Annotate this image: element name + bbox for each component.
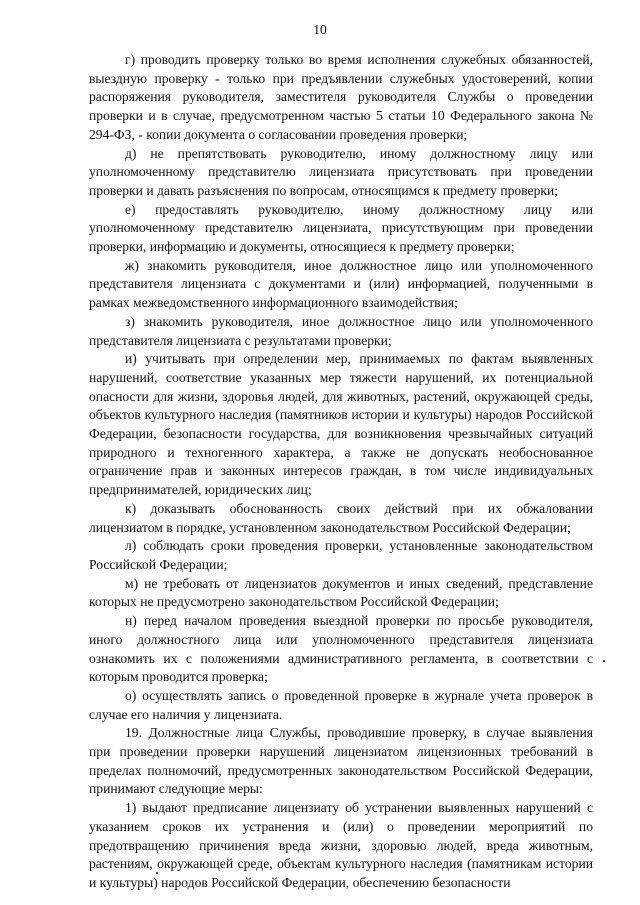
paragraph-item-d: д) не препятствовать руководителю, иному должностному лицу или уполномоченному представителю лицензиата присутствовать при проведении проверки и давать разъяснения по вопросам, относящимся к предмету проверки; <box>89 145 593 198</box>
paragraph-item-k: к) доказывать обоснованность своих действий при их обжаловании лицензиатом в порядке, установленном законодательством Российской Федерации; <box>89 500 593 535</box>
paragraph-item-z: з) знакомить руководителя, иное должностное лицо или уполномоченного представителя лицензиата с результатами проверки; <box>89 313 593 348</box>
paragraph-item-n: н) перед началом проведения выездной проверки по просьбе руководителя, иного должностного лица или уполномоченного представителя лицензиата ознакомить их с положениями административного регламента, в соответствии с которым проводится проверка; <box>89 613 593 685</box>
scan-mark <box>603 660 605 662</box>
paragraph-measure-1: 1) выдают предписание лицензиату об устранении выявленных нарушений с указанием сроков их устранения и (или) о проведении мероприятий по предотвращению причинения вреда жизни, здоровью людей, вреда животным, растениям, окружающей среде, объектам культурного наследия (памятникам истории и культуры) народов Российской Федерации, обеспечению безопасности <box>89 800 593 890</box>
scan-dot <box>156 872 158 874</box>
paragraph-section-19: 19. Должностные лица Службы, проводившие проверку, в случае выявления при проведении проверки нарушений лицензиатом лицензионных требований в пределах полномочий, предусмотренных законодательством Российской Федерации, принимают следующие меры: <box>89 725 593 797</box>
paragraph-item-m: м) не требовать от лицензиатов документов и иных сведений, представление которых не предусмотрено законодательством Российской Федерации; <box>89 575 593 610</box>
paragraph-item-o: о) осуществлять запись о проведенной проверке в журнале учета проверок в случае его наличия у лицензиата. <box>89 687 593 722</box>
document-body <box>89 51 593 893</box>
paragraph-item-l: л) соблюдать сроки проведения проверки, установленные законодательством Российской Федерации; <box>89 538 593 572</box>
page-number: 10 <box>313 22 327 37</box>
paragraph-item-g: г) проводить проверку только во время исполнения служебных обязанностей, выездную проверку - только при предъявлении служебных удостоверений, копии распоряжения руководителя, заместителя руководителя Службы о проведении проверки и в случае, предусмотренном частью 5 статьи 10 Федерального закона № 294-ФЗ, - копии документа о согласовании проведения проверки; <box>89 52 593 142</box>
paragraph-item-zh: ж) знакомить руководителя, иное должностное лицо или уполномоченного представителя лицензиата с документами и (или) информацией, полученными в рамках межведомственного информационного взаимодействия; <box>89 257 593 311</box>
paragraph-item-e: е) предоставлять руководителю, иному должностному лицу или уполномоченному представителю лицензиата, присутствующим при проведении проверки, информацию и документы, относящиеся к предмету проверки; <box>89 201 593 255</box>
paragraph-item-i: и) учитывать при определении мер, принимаемых по фактам выявленных нарушений, соответствие указанных мер тяжести нарушений, их потенциальной опасности для жизни, здоровья людей, для животных, растений, окружающей среды, объектов культурного наследия (памятников истории и культуры) народов Российской Федерации, безопасности государства, для возникновения чрезвычайных ситуаций природного и техногенного характера, а также не допускать необоснованное ограничение прав и законных интересов граждан, в том числе индивидуальных предпринимателей, юридических лиц; <box>89 351 593 498</box>
